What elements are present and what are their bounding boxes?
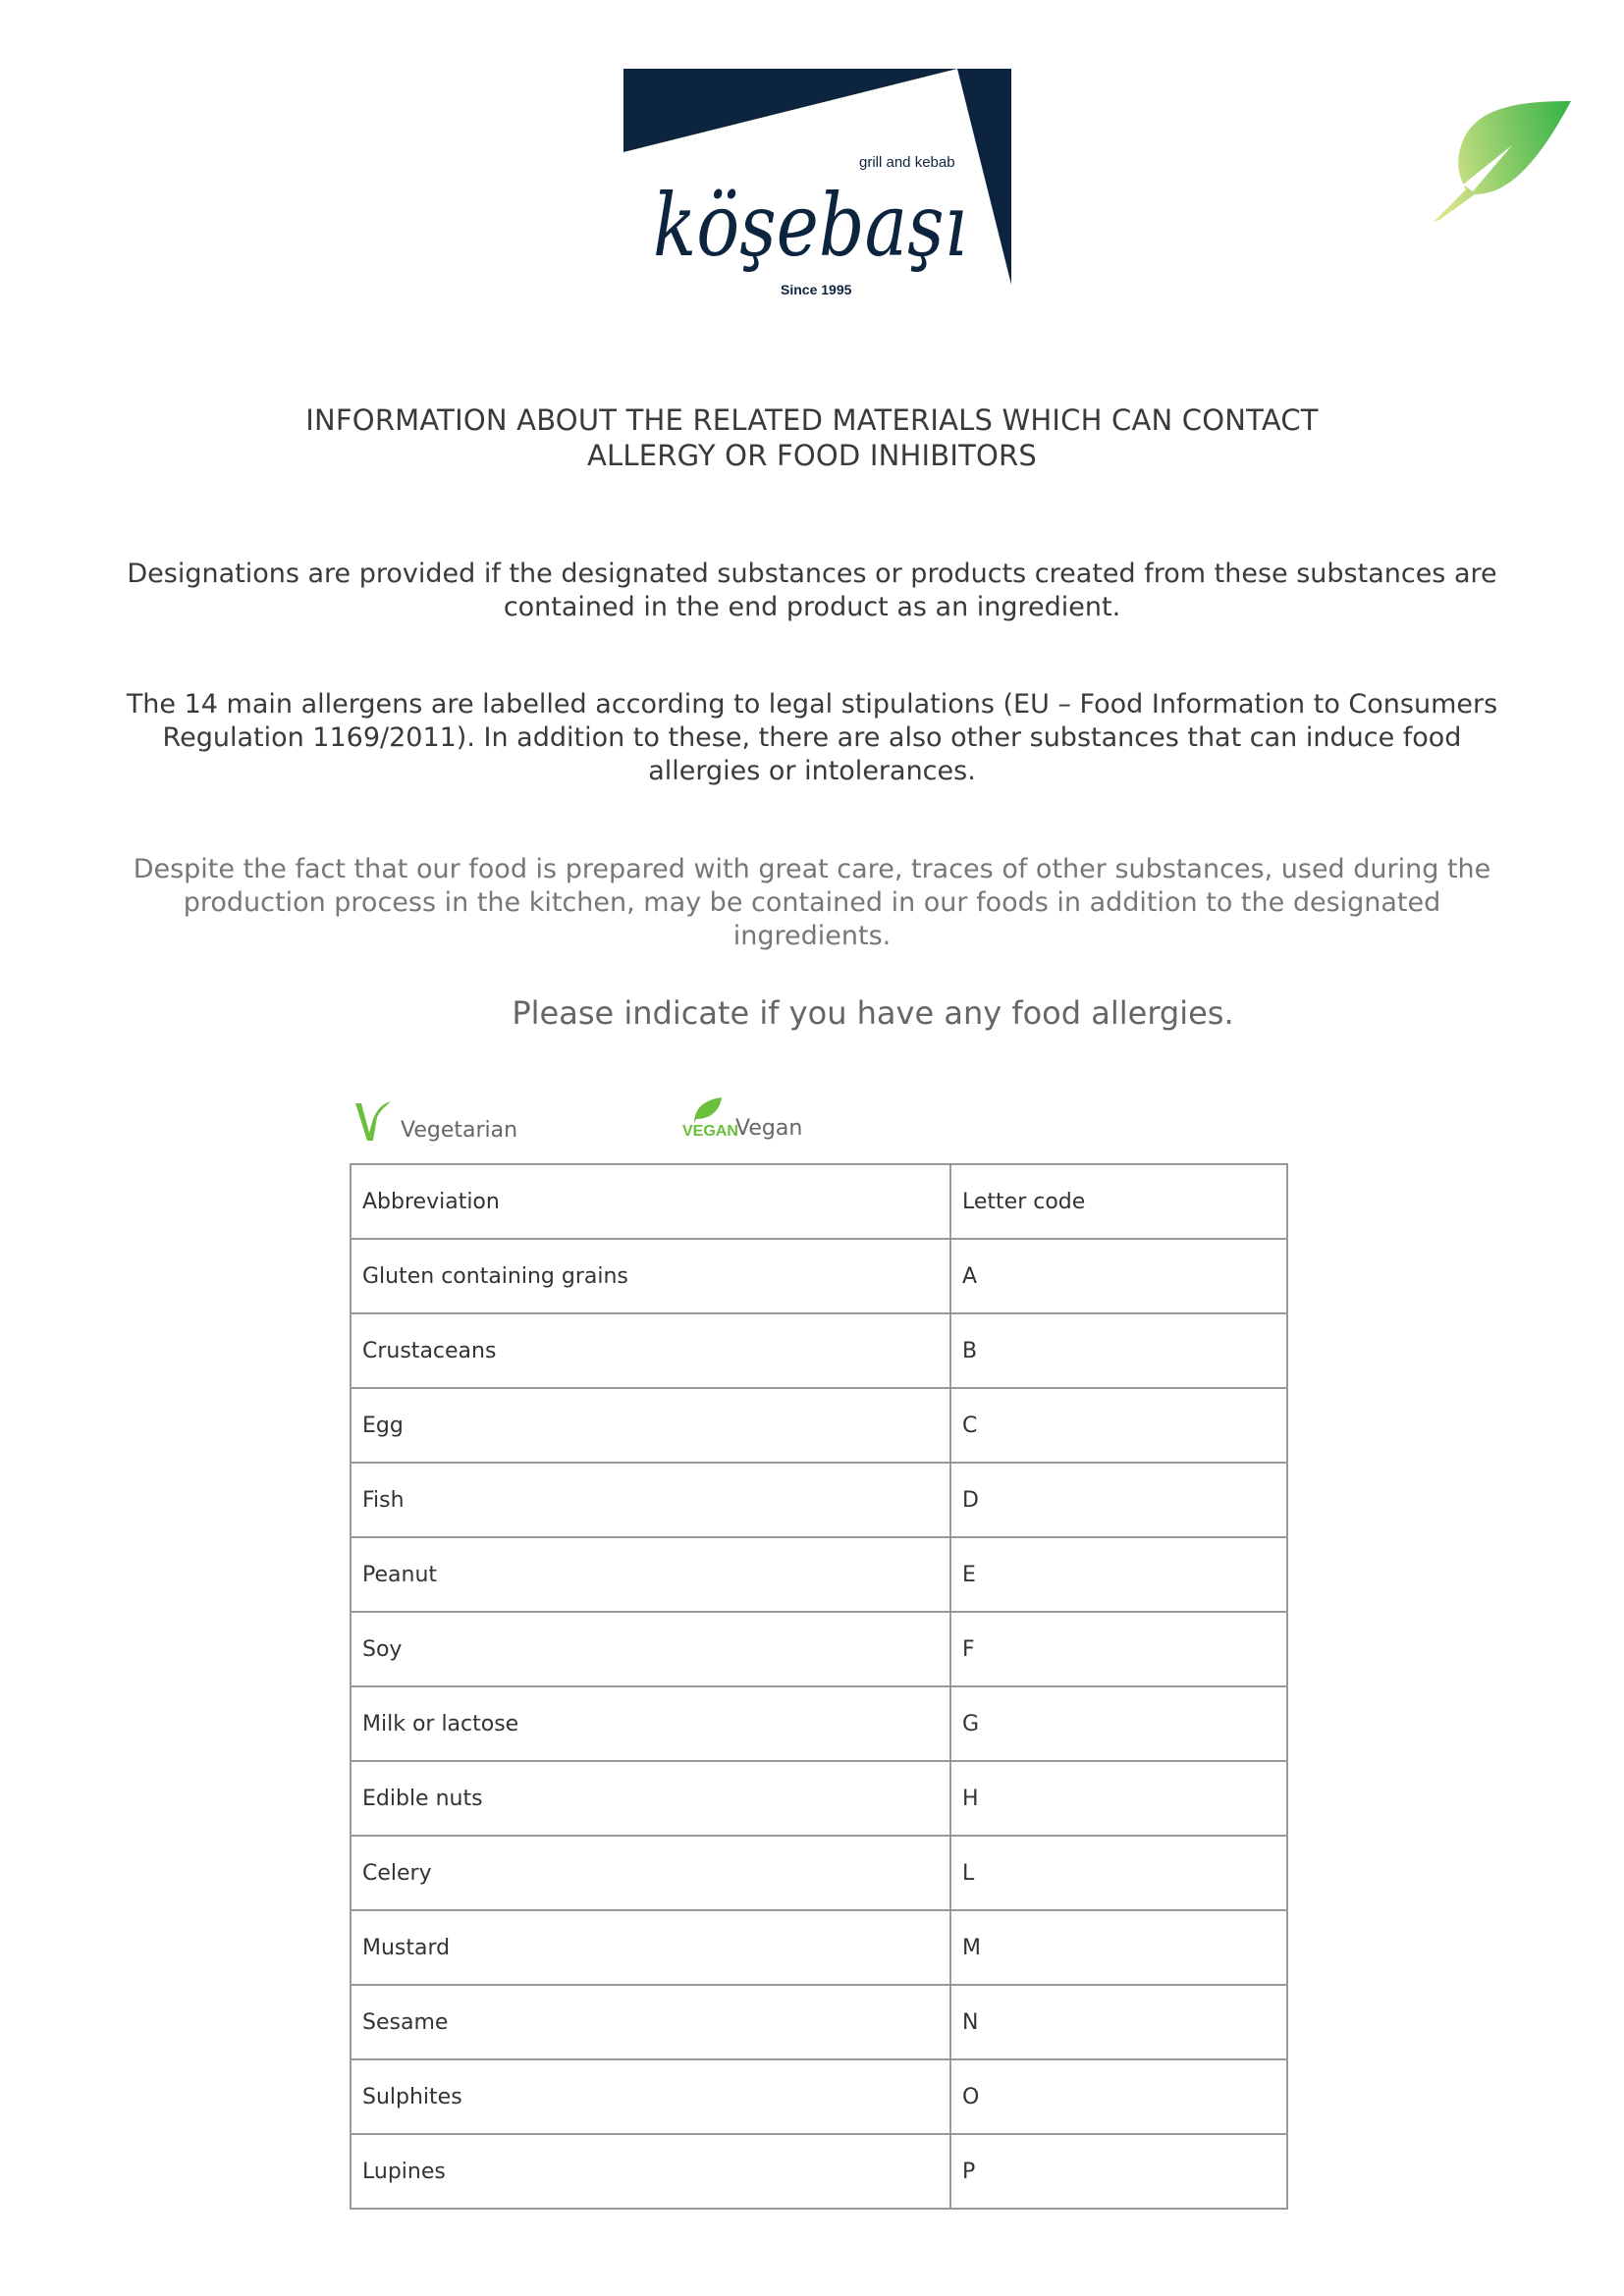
table-row xyxy=(351,1686,1287,1761)
letter-code: H xyxy=(950,1761,1287,1836)
legend-vegan xyxy=(682,1097,802,1141)
table-row xyxy=(351,1537,1287,1612)
logo-since: Since 1995 xyxy=(781,282,852,297)
allergy-prompt: Please indicate if you have any food allergies. xyxy=(512,994,1234,1032)
logo-tagline: grill and kebab xyxy=(859,154,955,171)
letter-code: B xyxy=(950,1313,1287,1388)
letter-code: C xyxy=(950,1388,1287,1463)
table-row xyxy=(351,1985,1287,2059)
legend-vegetarian xyxy=(353,1099,517,1143)
allergen-name: Sulphites xyxy=(351,2059,950,2134)
allergen-name: Crustaceans xyxy=(351,1313,950,1388)
letter-code: D xyxy=(950,1463,1287,1537)
header-abbreviation: Abbreviation xyxy=(351,1164,950,1239)
table-row xyxy=(351,1612,1287,1686)
kosebasi-logo xyxy=(623,69,1011,304)
table-row xyxy=(351,2134,1287,2209)
allergen-name: Egg xyxy=(351,1388,950,1463)
green-leaf-icon xyxy=(1404,96,1576,224)
allergen-name: Fish xyxy=(351,1463,950,1537)
letter-code: P xyxy=(950,2134,1287,2209)
logo-brand: köşebaşı xyxy=(653,175,967,276)
letter-code: O xyxy=(950,2059,1287,2134)
allergen-name: Edible nuts xyxy=(351,1761,950,1836)
letter-code: F xyxy=(950,1612,1287,1686)
table-row xyxy=(351,1836,1287,1910)
vegan-leaf-icon xyxy=(692,1097,722,1123)
allergen-name: Sesame xyxy=(351,1985,950,2059)
table-header-row xyxy=(351,1164,1287,1239)
title-line-1: INFORMATION ABOUT THE RELATED MATERIALS WHICH CAN CONTACT xyxy=(305,403,1319,437)
table-row xyxy=(351,2059,1287,2134)
allergens-paragraph: The 14 main allergens are labelled according to legal stipulations (EU – Food Information to Consumers Regulation 1169/2011). In addition to these, there are also other substances that can induce food allergies or intolerances. xyxy=(126,689,1498,786)
letter-code: G xyxy=(950,1686,1287,1761)
allergen-name: Celery xyxy=(351,1836,950,1910)
letter-code: M xyxy=(950,1910,1287,1985)
designations-paragraph: Designations are provided if the designated substances or products created from these substances are contained in the end product as an ingredient. xyxy=(127,559,1497,622)
allergen-name: Soy xyxy=(351,1612,950,1686)
letter-code: N xyxy=(950,1985,1287,2059)
letter-code: L xyxy=(950,1836,1287,1910)
vegan-badge-text: VEGAN xyxy=(682,1123,738,1140)
table-row xyxy=(351,1761,1287,1836)
header-letter-code: Letter code xyxy=(950,1164,1287,1239)
title-line-2: ALLERGY OR FOOD INHIBITORS xyxy=(586,439,1037,472)
traces-paragraph: Despite the fact that our food is prepared with great care, traces of other substances, used during the production process in the kitchen, may be contained in our foods in addition to the designated ingredients. xyxy=(133,854,1491,951)
allergen-name: Lupines xyxy=(351,2134,950,2209)
table-row xyxy=(351,1463,1287,1537)
allergen-name: Gluten containing grains xyxy=(351,1239,950,1313)
allergen-name: Mustard xyxy=(351,1910,950,1985)
table-row xyxy=(351,1313,1287,1388)
letter-code: A xyxy=(950,1239,1287,1313)
vegetarian-v-icon xyxy=(353,1099,393,1143)
table-row xyxy=(351,1388,1287,1463)
vegan-label: Vegan xyxy=(735,1116,803,1141)
page-title xyxy=(0,402,1624,473)
allergen-table xyxy=(350,1163,1288,2210)
vegetarian-label: Vegetarian xyxy=(401,1118,518,1143)
table-row xyxy=(351,1239,1287,1313)
vegan-badge-icon xyxy=(682,1097,738,1141)
allergen-name: Milk or lactose xyxy=(351,1686,950,1761)
allergen-name: Peanut xyxy=(351,1537,950,1612)
table-row xyxy=(351,1910,1287,1985)
letter-code: E xyxy=(950,1537,1287,1612)
